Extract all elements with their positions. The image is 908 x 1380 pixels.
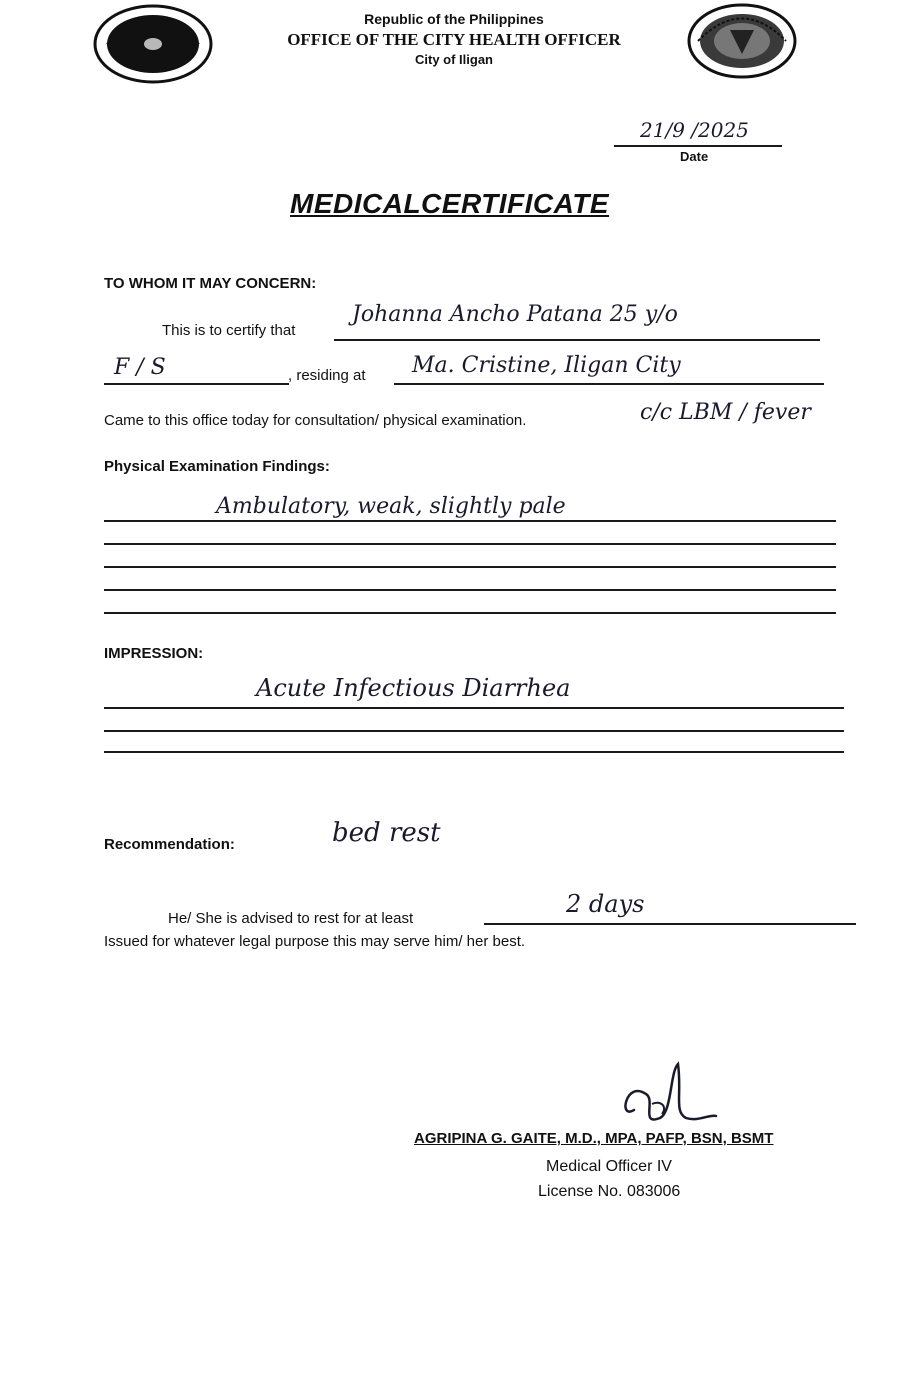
findings-handwritten: Ambulatory, weak, slightly pale	[216, 494, 566, 519]
issued-statement: Issued for whatever legal purpose this may serve him/ her best.	[104, 933, 526, 950]
recommendation-label: Recommendation:	[104, 836, 235, 853]
sex-status-line	[104, 383, 289, 385]
header-office: OFFICE OF THE CITY HEALTH OFFICER	[287, 30, 621, 49]
date-handwritten: 21/9 /2025	[640, 118, 749, 142]
date-line	[614, 145, 782, 147]
address-handwritten: Ma. Cristine, Iligan City	[412, 353, 681, 378]
salutation: TO WHOM IT MAY CONCERN:	[104, 275, 317, 292]
impression-line-2	[104, 730, 844, 732]
findings-line-5	[104, 612, 836, 614]
sex-status-handwritten: F / S	[114, 355, 166, 380]
rest-days-handwritten: 2 days	[566, 890, 645, 918]
name-line	[334, 339, 820, 341]
residing-label: , residing at	[288, 367, 366, 384]
signatory-name: AGRIPINA G. GAITE, M.D., MPA, PAFP, BSN, BSMT	[414, 1130, 774, 1147]
certify-prefix: This is to certify that	[162, 322, 296, 339]
impression-label: IMPRESSION:	[104, 645, 204, 662]
physician-signature	[612, 1060, 722, 1140]
findings-line-4	[104, 589, 836, 591]
header-republic: Republic of the Philippines	[364, 11, 544, 27]
signatory-position: Medical Officer IV	[546, 1158, 672, 1175]
impression-line-3	[104, 751, 844, 753]
date-label: Date	[680, 149, 709, 164]
chief-complaint-handwritten: c/c LBM / fever	[640, 400, 811, 425]
rest-line	[484, 923, 856, 925]
impression-line-1	[104, 707, 844, 709]
impression-handwritten: Acute Infectious Diarrhea	[256, 674, 571, 702]
consultation-statement: Came to this office today for consultation/ physical examination.	[104, 412, 527, 429]
patient-name-handwritten: Johanna Ancho Patana 25 y/o	[352, 302, 678, 327]
recommendation-handwritten: bed rest	[332, 818, 441, 848]
signatory-license: License No. 083006	[538, 1183, 681, 1200]
rest-prefix: He/ She is advised to rest for at least	[168, 910, 414, 927]
findings-line-2	[104, 543, 836, 545]
address-line	[394, 383, 824, 385]
findings-label: Physical Examination Findings:	[104, 458, 330, 475]
document-title: MEDICALCERTIFICATE	[290, 188, 610, 219]
findings-line-1	[104, 520, 836, 522]
findings-line-3	[104, 566, 836, 568]
header-city: City of Iligan	[415, 52, 493, 67]
